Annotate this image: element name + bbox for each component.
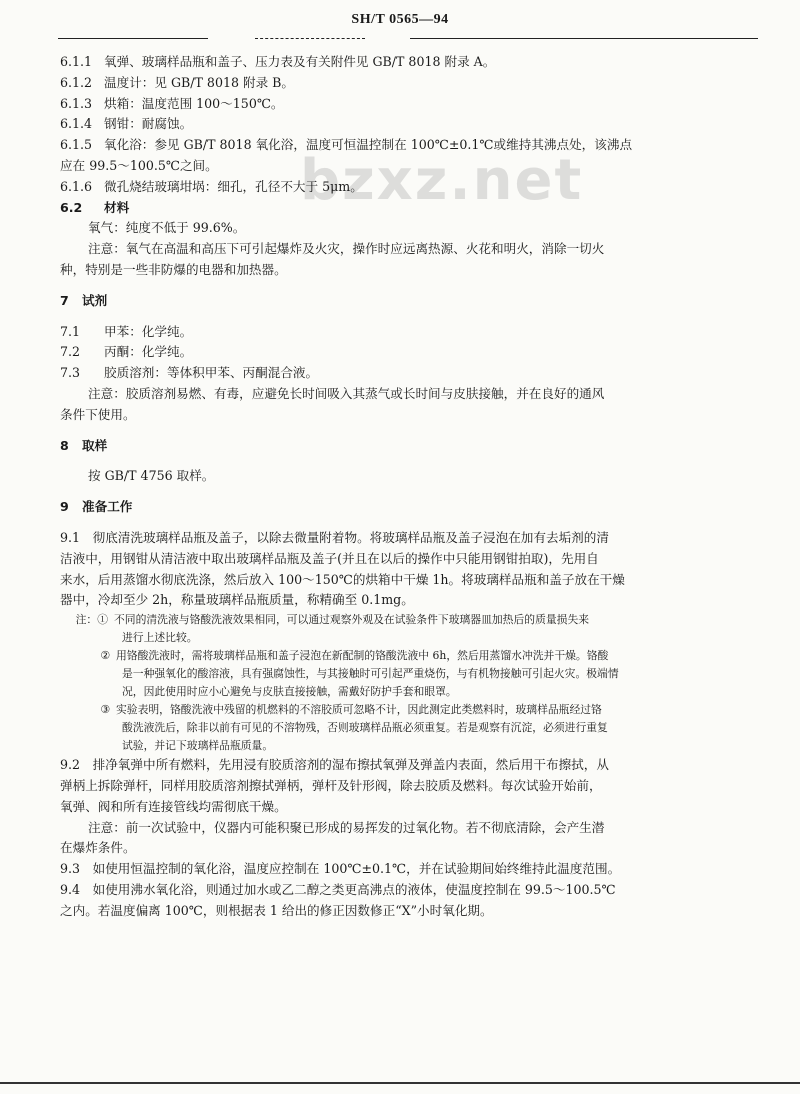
clause-number: 7.3 xyxy=(60,365,81,381)
paragraph-line: 器中，冷却至少 2h，称量玻璃样品瓶质量，称精确至 0.1mg。 xyxy=(60,592,414,608)
paragraph-line: 之内。若温度偏离 100℃，则根据表 1 给出的修正因数修正“X”小时氧化期。 xyxy=(60,902,493,918)
note-label: ③ xyxy=(100,703,110,717)
header-rule-middle xyxy=(255,38,365,39)
section-7-heading: 7 试剂 xyxy=(60,292,108,308)
section-6-line xyxy=(60,94,760,115)
paragraph-line: 来水，后用蒸馏水彻底洗涤，然后放入 100～150℃的烘箱中干燥 1h。将玻璃样品瓶和盖子放在干燥 xyxy=(60,571,625,587)
note-line xyxy=(60,701,760,719)
note-text: 实验表明，铬酸洗液中残留的机燃料的不溶胶质可忽略不计，因此测定此类燃料时，玻璃样品瓶经过铬 xyxy=(116,703,602,717)
page-header-code: SH/T 0565—94 xyxy=(351,12,449,27)
note-text: 进行上述比较。 xyxy=(122,631,198,645)
clause-text: 丙酮：化学纯。 xyxy=(104,344,193,360)
note-line xyxy=(60,647,760,665)
clause-text: 材料 xyxy=(104,199,130,215)
clause-number: 6.1.1 xyxy=(60,54,93,69)
section-6-line xyxy=(60,135,760,156)
section-6-block xyxy=(60,52,760,281)
clause-number: 6.2 xyxy=(60,199,83,215)
clause-text: 胶质溶剂：等体积甲苯、丙酮混合液。 xyxy=(104,365,319,381)
clause-text: 温度计：见 GB/T 8018 附录 B。 xyxy=(104,74,295,90)
section-7-note-line-2: 条件下使用。 xyxy=(60,406,136,422)
note-line: 注意：前一次试验中，仪器内可能积聚已形成的易挥发的过氧化物。若不彻底清除，会产生潜 xyxy=(88,819,605,835)
clause-text: 甲苯：化学纯。 xyxy=(104,323,193,339)
clause-text: 种，特别是一些非防爆的电器和加热器。 xyxy=(60,261,287,277)
section-6-line xyxy=(60,52,760,73)
note-text: 不同的清洗液与铬酸洗液效果相同，可以通过观察外观及在试验条件下玻璃器皿加热后的质量损失来 xyxy=(114,613,590,627)
section-7-item xyxy=(60,342,760,363)
note-line xyxy=(60,611,760,629)
section-6-line xyxy=(60,218,760,239)
clause-number: 7.1 xyxy=(60,323,81,339)
paragraph-line: 氧弹、阀和所有连接管线均需彻底干燥。 xyxy=(60,798,287,814)
clause-number: 7.2 xyxy=(60,344,81,360)
section-9-heading: 9 准备工作 xyxy=(60,499,133,515)
clause-text: 氧气：纯度不低于 99.6%。 xyxy=(88,220,246,236)
note-label: 注：① xyxy=(75,613,108,627)
header-rule-right xyxy=(410,38,758,39)
note-text: 是一种强氧化的酸溶液，具有强腐蚀性，与其接触时可引起严重烧伤，与有机物接触可引起火灾。极端情 xyxy=(122,667,619,681)
section-7-items xyxy=(60,322,760,384)
section-8-text: 按 GB/T 4756 取样。 xyxy=(88,468,215,484)
paragraph-9-1-notes xyxy=(60,611,760,755)
clause-text: 钢钳：耐腐蚀。 xyxy=(104,116,193,132)
footer-rule xyxy=(0,1082,800,1084)
section-6-line xyxy=(60,198,760,219)
note-text: 试验，并记下玻璃样品瓶质量。 xyxy=(122,739,274,753)
paragraph-9-1 xyxy=(60,528,760,611)
note-label: ② xyxy=(100,649,110,663)
section-6-line xyxy=(60,73,760,94)
clause-number: 6.1.4 xyxy=(60,116,93,132)
note-text: 酸洗液洗后，除非以前有可见的不溶物残，否则玻璃样品瓶必须重复。若是观察有沉淀，必须进行重复 xyxy=(122,721,608,735)
paragraph-line: 9.2 排净氧弹中所有燃料，先用浸有胶质溶剂的湿布擦拭氧弹及弹盖内表面，然后用干布擦拭，从 xyxy=(60,757,609,773)
watermark-text: bzxz.net xyxy=(300,148,584,213)
paragraph-line: 9.1 彻底清洗玻璃样品瓶及盖子，以除去微量附着物。将玻璃样品瓶及盖子浸泡在加有去垢剂的清 xyxy=(60,529,609,545)
clause-text: 氧弹、玻璃样品瓶和盖子、压力表及有关附件见 GB/T 8018 附录 A。 xyxy=(104,54,496,69)
clause-text: 微孔烧结玻璃坩埚：细孔，孔径不大于 5μm。 xyxy=(104,178,363,194)
section-7-item xyxy=(60,363,760,384)
note-text: 况，因此使用时应小心避免与皮肤直接接触，需戴好防护手套和眼罩。 xyxy=(122,685,457,699)
paragraph-line: 洁液中，用钢钳从清洁液中取出玻璃样品瓶及盖子(并且在以后的操作中只能用钢钳拍取)，先用自 xyxy=(60,550,599,566)
document-body xyxy=(60,52,760,922)
section-8-heading: 8 取样 xyxy=(60,437,108,453)
paragraph-line: 9.4 如使用沸水氧化浴，则通过加水或乙二醇之类更高沸点的液体，使温度控制在 99.5～100.5℃ xyxy=(60,881,616,897)
clause-text: 应在 99.5～100.5℃之间。 xyxy=(60,157,218,173)
clause-text: 注意：氧气在高温和高压下可引起爆炸及火灾，操作时应远离热源、火花和明火，消除一切火 xyxy=(88,241,605,257)
paragraph-9-3: 9.3 如使用恒温控制的氧化浴，温度应控制在 100℃±0.1℃，并在试验期间始终维持此温度范围。 xyxy=(60,861,621,877)
clause-number: 6.1.5 xyxy=(60,137,93,153)
section-7-item xyxy=(60,322,760,343)
paragraph-9-2-note xyxy=(60,818,760,860)
clause-number: 6.1.3 xyxy=(60,95,93,111)
note-line xyxy=(60,629,760,647)
note-line xyxy=(60,737,760,755)
header-rule-left xyxy=(58,38,208,39)
section-6-line xyxy=(60,177,760,198)
section-6-line xyxy=(60,260,760,281)
clause-text: 氧化浴：参见 GB/T 8018 氧化浴，温度可恒温控制在 100℃±0.1℃或维持其沸点处，该沸点 xyxy=(104,137,633,153)
paragraph-9-2 xyxy=(60,755,760,817)
section-6-line xyxy=(60,156,760,177)
paragraph-line: 弹柄上拆除弹杆，同样用胶质溶剂擦拭弹柄，弹杆及针形阀，除去胶质及燃料。每次试验开始前， xyxy=(60,777,602,793)
section-7-note-line-1: 注意：胶质溶剂易燃、有毒，应避免长时间吸入其蒸气或长时间与皮肤接触，并在良好的通风 xyxy=(88,385,605,401)
paragraph-9-4 xyxy=(60,880,760,922)
clause-number: 6.1.2 xyxy=(60,74,93,90)
note-line xyxy=(60,683,760,701)
note-line xyxy=(60,719,760,737)
section-6-line xyxy=(60,239,760,260)
clause-number: 6.1.6 xyxy=(60,178,93,194)
note-text: 用铬酸洗液时，需将玻璃样品瓶和盖子浸泡在新配制的铬酸洗液中 6h，然后用蒸馏水冲洗并干燥。铬酸 xyxy=(116,649,609,663)
note-line xyxy=(60,665,760,683)
note-line: 在爆炸条件。 xyxy=(60,840,136,856)
section-6-line xyxy=(60,114,760,135)
clause-text: 烘箱：温度范围 100～150℃。 xyxy=(104,95,284,111)
